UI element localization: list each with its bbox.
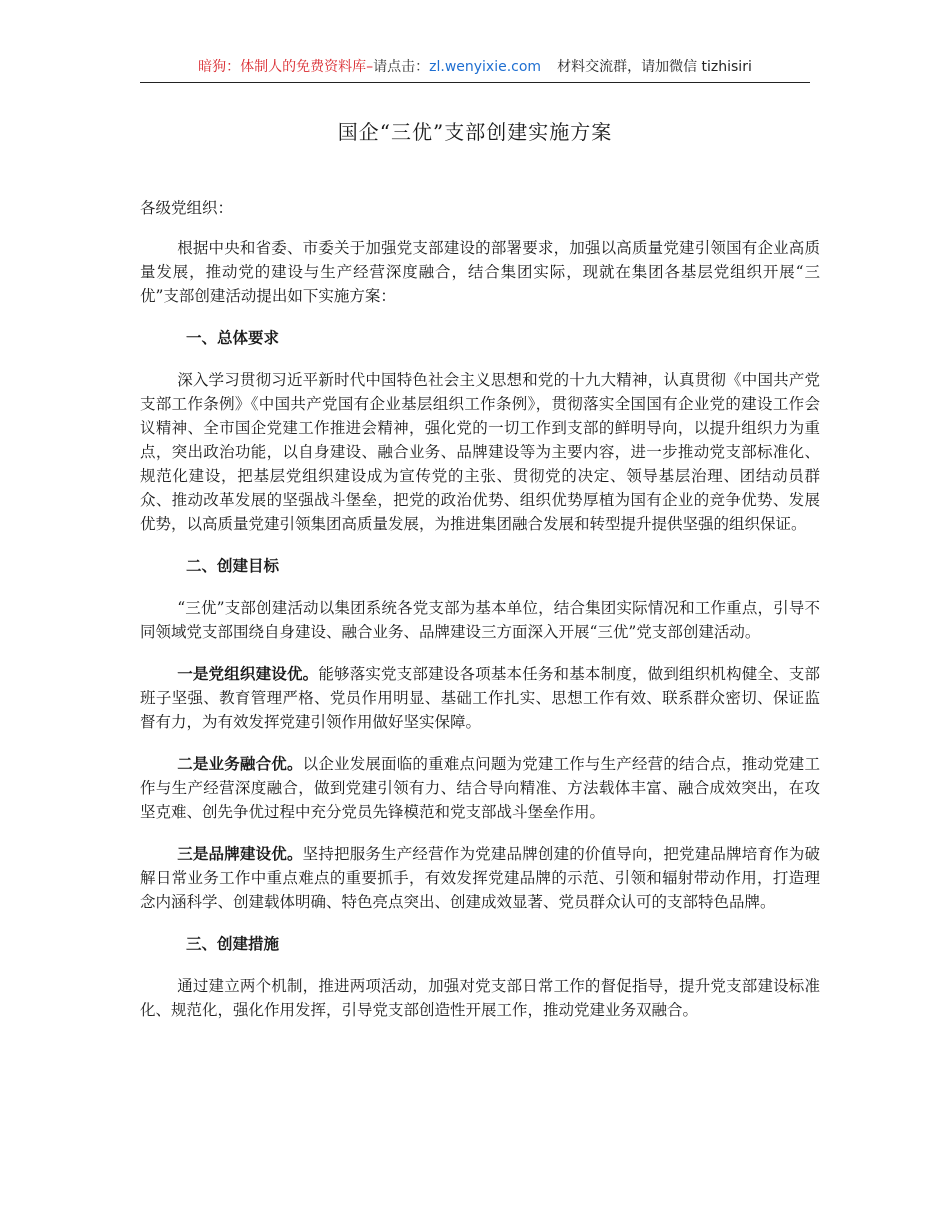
- goal-item-text: 以企业发展面临的重难点问题为党建工作与生产经营的结合点，推动党建工作与生产经营深度融合，做到党建引领有力、结合导向精准、方法载体丰富、融合成效突出，在攻坚克难、创先争优过程中充分党员先锋模范和党支部战斗堡垒作用。: [140, 755, 820, 821]
- header-url-link[interactable]: zl.wenyixie.com: [429, 59, 542, 75]
- header-brand: 暗狗：体制人的免费资料库: [198, 59, 367, 75]
- intro-paragraph: 根据中央和省委、市委关于加强党支部建设的部署要求，加强以高质量党建引领国有企业高质量发展，推动党的建设与生产经营深度融合，结合集团实际，现就在集团各基层党组织开展“三优”支部创建活动提出如下实施方案：: [140, 239, 820, 305]
- section-paragraph-overall: 深入学习贯彻习近平新时代中国特色社会主义思想和党的十九大精神，认真贯彻《中国共产党支部工作条例》《中国共产党国有企业基层组织工作条例》，贯彻落实全国国有企业党的建设工作会议精神、全市国企党建工作推进会精神，强化党的一切工作到支部的鲜明导向，以提升组织力为重点，突出政治功能，以自身建设、融合业务、品牌建设等为主要内容，进一步推动党支部标准化、规范化建设，把基层党组织建设成为宣传党的主张、贯彻党的决定、领导基层治理、团结动员群众、推动改革发展的坚强战斗堡垒，把党的政治优势、组织优势厚植为国有企业的竞争优势、发展优势，以高质量党建引领集团高质量发展，为推进集团融合发展和转型提升提供坚强的组织保证。: [140, 371, 820, 533]
- header-click-label: 请点击：: [373, 59, 430, 75]
- page-header: [140, 56, 810, 83]
- goal-item-lead: 三是品牌建设优。: [177, 845, 303, 863]
- salutation: 各级党组织：: [140, 199, 234, 217]
- document-title: 国企“三优”支部创建实施方案: [337, 120, 613, 144]
- section-heading-measures: 三、创建措施: [186, 935, 280, 953]
- goal-item-text: 能够落实党支部建设各项基本任务和基本制度，做到组织机构健全、支部班子坚强、教育管理严格、党员作用明显、基础工作扎实、思想工作有效、联系群众密切、保证监督有力，为有效发挥党建引领作用做好坚实保障。: [140, 665, 820, 731]
- goal-item-business: [140, 752, 820, 824]
- document-body: [140, 196, 820, 1040]
- section-heading-goals: 二、创建目标: [186, 557, 280, 575]
- goal-item-organization: [140, 662, 820, 734]
- goal-item-lead: 一是党组织建设优。: [177, 665, 319, 683]
- section-heading-overall: 一、总体要求: [186, 329, 280, 347]
- header-group-note: 材料交流群，请加微信 tizhisiri: [557, 59, 752, 75]
- goal-item-text: 坚持把服务生产经营作为党建品牌创建的价值导向，把党建品牌培育作为破解日常业务工作中重点难点的重要抓手，有效发挥党建品牌的示范、引领和辐射带动作用，打造理念内涵科学、创建载体明确、特色亮点突出、创建成效显著、党员群众认可的支部特色品牌。: [140, 845, 820, 911]
- goal-item-lead: 二是业务融合优。: [177, 755, 303, 773]
- section-paragraph-goals: “三优”支部创建活动以集团系统各党支部为基本单位，结合集团实际情况和工作重点，引导不同领域党支部围绕自身建设、融合业务、品牌建设三方面深入开展“三优”党支部创建活动。: [140, 599, 820, 641]
- header-dash: –: [366, 59, 374, 75]
- section-paragraph-measures: 通过建立两个机制，推进两项活动，加强对党支部日常工作的督促指导，提升党支部建设标准化、规范化，强化作用发挥，引导党支部创造性开展工作，推动党建业务双融合。: [140, 977, 820, 1019]
- goal-item-brand: [140, 842, 820, 914]
